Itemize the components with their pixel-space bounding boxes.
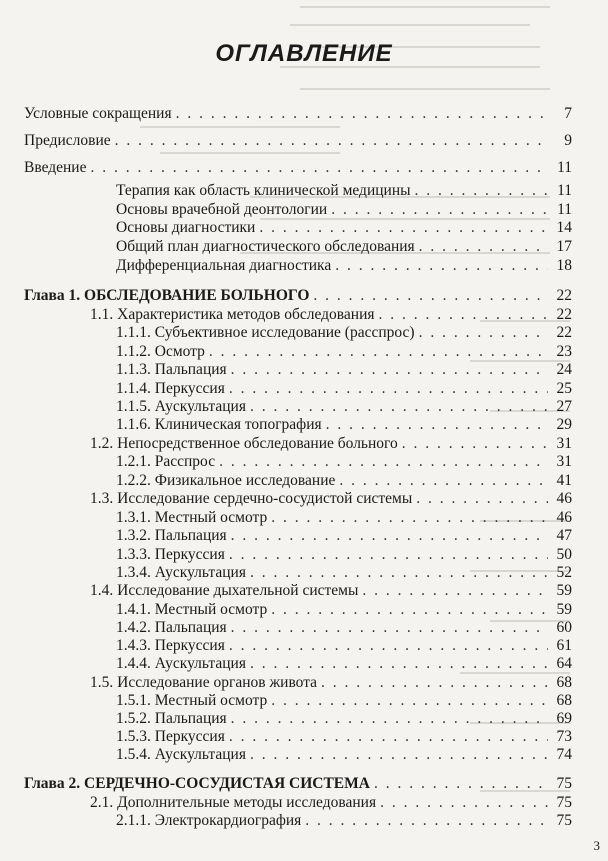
toc-entry-title: 1.3.1. Местный осмотр — [116, 509, 268, 526]
dot-leader — [313, 286, 548, 306]
toc-entry-title: Глава 1. ОБСЛЕДОВАНИЕ БОЛЬНОГО — [24, 287, 310, 304]
toc-entry — [116, 471, 572, 491]
dot-leader — [176, 104, 548, 124]
toc-entry-title: 1.5.1. Местный осмотр — [116, 692, 268, 709]
dot-leader — [271, 691, 548, 711]
toc-entry-page: 75 — [556, 812, 572, 829]
dot-leader — [231, 360, 548, 380]
toc-entry — [116, 256, 572, 276]
toc-entry — [116, 526, 572, 546]
toc-entry-page: 22 — [556, 324, 572, 341]
dot-leader — [339, 471, 548, 491]
toc-entry — [116, 709, 572, 729]
toc-entry — [90, 434, 572, 454]
toc-entry-title: 1.1.1. Субъективное исследование (расспрос) — [116, 324, 415, 341]
toc-entry — [116, 745, 572, 765]
toc-entry — [116, 342, 572, 362]
dot-leader — [321, 673, 548, 693]
toc-entry — [24, 104, 572, 124]
toc-entry-page: 22 — [556, 306, 572, 323]
toc-entry-title: 1.2.2. Физикальное исследование — [116, 472, 336, 489]
toc-entry-page: 11 — [557, 159, 572, 176]
toc-chapter — [24, 286, 572, 306]
toc-entry — [90, 673, 572, 693]
page-title: ОГЛАВЛЕНИЕ — [215, 40, 393, 67]
page-number: 3 — [593, 838, 600, 853]
toc-entry-title: 1.4.3. Перкуссия — [116, 637, 225, 654]
toc-entry — [116, 600, 572, 620]
toc-entry-page: 11 — [557, 182, 572, 199]
dot-leader — [374, 774, 548, 794]
toc-entry-page: 24 — [556, 361, 572, 378]
dot-leader — [419, 237, 548, 257]
dot-leader — [402, 434, 548, 454]
dot-leader — [229, 379, 548, 399]
toc-entry — [90, 305, 572, 325]
toc-entry — [24, 158, 572, 178]
toc-entry — [116, 545, 572, 565]
toc-entry-page: 17 — [556, 238, 572, 255]
dot-leader — [305, 811, 548, 831]
dot-leader — [229, 545, 548, 565]
toc-entry-page: 73 — [556, 728, 572, 745]
toc-entry — [116, 181, 572, 201]
toc-entry-title: 1.4. Исследование дыхательной системы — [90, 582, 359, 599]
toc-entry-page: 59 — [556, 601, 572, 618]
toc-entry-title: 1.4.2. Пальпация — [116, 619, 227, 636]
toc-entry-page: 50 — [556, 546, 572, 563]
toc-entry-page: 75 — [556, 775, 572, 792]
toc-entry-title: 1.1.3. Пальпация — [116, 361, 227, 378]
toc-entry-title: 1.5. Исследование органов живота — [90, 674, 318, 691]
toc-entry-title: 1.2. Непосредственное обследование больного — [90, 435, 398, 452]
toc-entry-page: 75 — [556, 794, 572, 811]
toc-entry-page: 9 — [564, 132, 572, 149]
toc-entry-page: 11 — [557, 201, 572, 218]
toc-entry-title: 1.5.4. Аускультация — [116, 746, 246, 763]
toc-entry-page: 31 — [556, 453, 572, 470]
toc-entry-title: 1.1.6. Клиническая топография — [116, 416, 322, 433]
toc-entry-title: 1.1. Характеристика методов обследования — [90, 306, 375, 323]
toc-entry — [116, 415, 572, 435]
dot-leader — [271, 508, 548, 528]
toc-entry — [116, 379, 572, 399]
toc-entry-page: 68 — [556, 674, 572, 691]
toc-entry — [116, 811, 572, 831]
toc-entry-page: 18 — [556, 257, 572, 274]
toc-entry-title: 1.3. Исследование сердечно-сосудистой системы — [90, 490, 413, 507]
toc-entry-title: Условные сокращения — [24, 105, 172, 122]
toc-entry-title: 1.3.4. Аускультация — [116, 564, 246, 581]
toc-entry-title: 1.1.5. Аускультация — [116, 398, 246, 415]
toc-entry — [116, 397, 572, 417]
toc-entry — [24, 131, 572, 151]
toc-entry-page: 27 — [556, 398, 572, 415]
toc-entry-page: 22 — [556, 287, 572, 304]
toc-entry — [116, 727, 572, 747]
toc-entry-title: 2.1.1. Электрокардиография — [116, 812, 302, 829]
toc-entry-page: 59 — [556, 582, 572, 599]
toc-entry — [90, 581, 572, 601]
dot-leader — [259, 218, 548, 238]
toc-entry-page: 29 — [556, 416, 572, 433]
dot-leader — [231, 526, 548, 546]
toc-entry-title: 1.3.2. Пальпация — [116, 527, 227, 544]
toc-entry-page: 64 — [556, 655, 572, 672]
dot-leader — [231, 709, 548, 729]
dot-leader — [326, 415, 548, 435]
dot-leader — [331, 200, 548, 220]
toc-entry — [116, 237, 572, 257]
toc-entry-title: Введение — [24, 159, 87, 176]
toc-entry — [116, 654, 572, 674]
toc-entry-page: 74 — [556, 746, 572, 763]
toc-entry-page: 69 — [556, 710, 572, 727]
toc-entry-title: 1.2.1. Расспрос — [116, 453, 216, 470]
toc-entry-title: Основы врачебной деонтологии — [116, 201, 328, 218]
toc-entry-page: 7 — [564, 105, 572, 122]
toc-entry-page: 46 — [556, 490, 572, 507]
dot-leader — [250, 563, 548, 583]
toc-entry-title: 1.4.4. Аускультация — [116, 655, 246, 672]
toc-entry — [90, 489, 572, 509]
dot-leader — [419, 323, 548, 343]
toc-entry-title: Общий план диагностического обследования — [116, 238, 415, 255]
toc-entry-page: 23 — [556, 343, 572, 360]
dot-leader — [416, 489, 548, 509]
toc-entry-title: 2.1. Дополнительные методы исследования — [90, 794, 377, 811]
dot-leader — [229, 636, 548, 656]
toc-entry — [116, 323, 572, 343]
toc-entry-page: 31 — [556, 435, 572, 452]
dot-leader — [250, 654, 548, 674]
dot-leader — [380, 793, 548, 813]
dot-leader — [362, 581, 548, 601]
dot-leader — [231, 618, 548, 638]
toc-entry — [116, 508, 572, 528]
toc-entry-page: 46 — [556, 509, 572, 526]
toc-entry — [116, 218, 572, 238]
dot-leader — [335, 256, 548, 276]
toc-entry-title: Дифференциальная диагностика — [116, 257, 332, 274]
toc-entry-page: 41 — [556, 472, 572, 489]
toc-entry-title: 1.1.2. Осмотр — [116, 343, 205, 360]
toc-entry-title: 1.3.3. Перкуссия — [116, 546, 225, 563]
dot-leader — [229, 727, 548, 747]
toc-entry-page: 14 — [556, 219, 572, 236]
toc-entry — [116, 691, 572, 711]
toc-chapter — [24, 774, 572, 794]
toc-entry-title: Предисловие — [24, 132, 111, 149]
toc-entry-page: 25 — [556, 380, 572, 397]
toc-entry-page: 47 — [556, 527, 572, 544]
toc-entry-title: 1.1.4. Перкуссия — [116, 380, 225, 397]
dot-leader — [415, 181, 548, 201]
toc-entry-title: Глава 2. СЕРДЕЧНО-СОСУДИСТАЯ СИСТЕМА — [24, 775, 370, 792]
dot-leader — [379, 305, 548, 325]
toc-entry-title: 1.4.1. Местный осмотр — [116, 601, 268, 618]
toc-entry-title: Основы диагностики — [116, 219, 256, 236]
toc-entry — [116, 200, 572, 220]
toc-entry-title: 1.5.2. Пальпация — [116, 710, 227, 727]
dot-leader — [250, 397, 548, 417]
toc-entry-title: 1.5.3. Перкуссия — [116, 728, 225, 745]
toc-entry — [116, 636, 572, 656]
toc-entry-page: 52 — [556, 564, 572, 581]
toc-entry — [90, 793, 572, 813]
dot-leader — [271, 600, 548, 620]
dot-leader — [115, 131, 548, 151]
dot-leader — [250, 745, 548, 765]
toc-entry — [116, 618, 572, 638]
dot-leader — [219, 452, 548, 472]
toc-entry-title: Терапия как область клинической медицины — [116, 182, 411, 199]
toc-entry-page: 60 — [556, 619, 572, 636]
toc-entry-page: 61 — [556, 637, 572, 654]
toc-entry — [116, 452, 572, 472]
toc-entry-page: 68 — [556, 692, 572, 709]
toc-entry — [116, 563, 572, 583]
dot-leader — [90, 158, 548, 178]
toc-entry — [116, 360, 572, 380]
dot-leader — [209, 342, 548, 362]
